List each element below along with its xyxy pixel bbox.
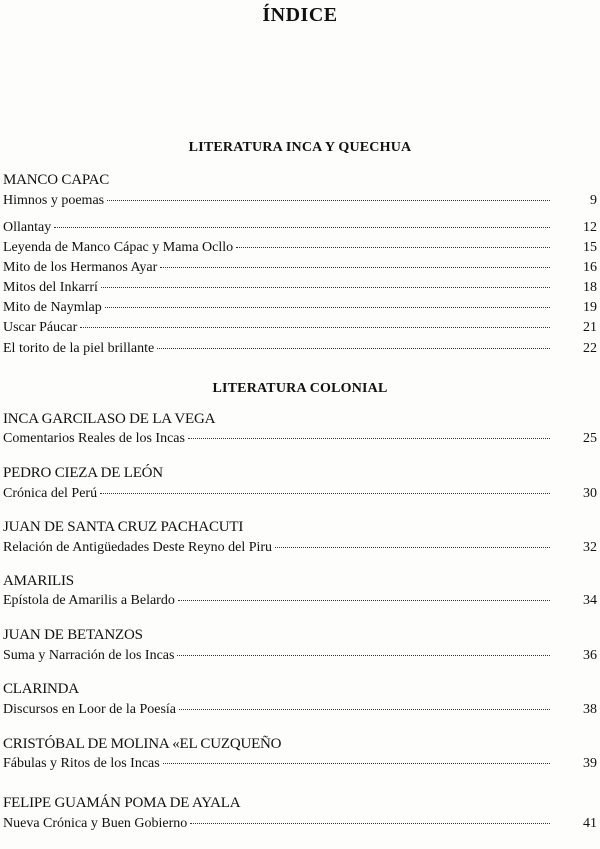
dot-leader bbox=[54, 227, 550, 228]
toc-entry[interactable] bbox=[3, 240, 597, 260]
dot-leader bbox=[188, 438, 550, 439]
entry-title: El torito de la piel brillante bbox=[3, 341, 155, 356]
entry-page: 39 bbox=[583, 756, 597, 771]
entry-title: Relación de Antigüedades Deste Reyno del Piru bbox=[3, 540, 273, 555]
author-heading: CLARINDA bbox=[3, 681, 79, 697]
toc-entry[interactable] bbox=[3, 220, 597, 240]
entry-title: Himnos y poemas bbox=[3, 193, 105, 208]
author-heading: JUAN DE BETANZOS bbox=[3, 627, 143, 643]
dot-leader bbox=[163, 763, 550, 764]
entry-page: 32 bbox=[583, 540, 597, 555]
toc-entry[interactable] bbox=[3, 300, 597, 320]
dot-leader bbox=[236, 247, 550, 248]
author-heading: CRISTÓBAL DE MOLINA «EL CUZQUEÑO bbox=[3, 736, 282, 752]
author-heading: AMARILIS bbox=[3, 573, 74, 589]
toc-entry[interactable] bbox=[3, 193, 597, 213]
toc-entry[interactable] bbox=[3, 320, 597, 340]
dot-leader bbox=[157, 348, 550, 349]
dot-leader bbox=[179, 709, 550, 710]
entry-title: Mitos del Inkarrí bbox=[3, 280, 98, 295]
toc-entry[interactable] bbox=[3, 756, 597, 776]
dot-leader bbox=[190, 823, 550, 824]
dot-leader bbox=[105, 307, 550, 308]
dot-leader bbox=[107, 200, 550, 201]
toc-entry[interactable] bbox=[3, 648, 597, 668]
entry-page: 12 bbox=[583, 220, 597, 235]
dot-leader bbox=[80, 327, 550, 328]
author-heading: MANCO CAPAC bbox=[3, 172, 110, 188]
author-heading: INCA GARCILASO DE LA VEGA bbox=[3, 411, 216, 427]
entry-title: Ollantay bbox=[3, 220, 52, 235]
toc-entry[interactable] bbox=[3, 816, 597, 836]
entry-page: 21 bbox=[583, 320, 597, 335]
entry-title: Discursos en Loor de la Poesía bbox=[3, 702, 177, 717]
dot-leader bbox=[178, 600, 550, 601]
entry-page: 30 bbox=[583, 486, 597, 501]
entry-title: Leyenda de Manco Cápac y Mama Ocllo bbox=[3, 240, 234, 255]
toc-entry[interactable] bbox=[3, 431, 597, 451]
entry-page: 41 bbox=[583, 816, 597, 831]
entry-page: 25 bbox=[583, 431, 597, 446]
entry-title: Uscar Páucar bbox=[3, 320, 78, 335]
author-heading: PEDRO CIEZA DE LEÓN bbox=[3, 465, 163, 481]
toc-entry[interactable] bbox=[3, 260, 597, 280]
entry-title: Suma y Narración de los Incas bbox=[3, 648, 175, 663]
dot-leader bbox=[101, 287, 550, 288]
entry-page: 38 bbox=[583, 702, 597, 717]
entry-page: 18 bbox=[583, 280, 597, 295]
entry-page: 19 bbox=[583, 300, 597, 315]
entry-title: Crónica del Perú bbox=[3, 486, 98, 501]
entry-page: 36 bbox=[583, 648, 597, 663]
toc-entry[interactable] bbox=[3, 593, 597, 613]
author-heading: FELIPE GUAMÁN POMA DE AYALA bbox=[3, 795, 241, 811]
section-heading: LITERATURA COLONIAL bbox=[212, 381, 388, 396]
entry-page: 34 bbox=[583, 593, 597, 608]
entry-page: 9 bbox=[590, 193, 597, 208]
dot-leader bbox=[177, 655, 550, 656]
entry-title: Nueva Crónica y Buen Gobierno bbox=[3, 816, 188, 831]
toc-entry[interactable] bbox=[3, 486, 597, 506]
dot-leader bbox=[160, 267, 550, 268]
entry-title: Comentarios Reales de los Incas bbox=[3, 431, 185, 446]
toc-entry[interactable] bbox=[3, 341, 597, 361]
toc-entry[interactable] bbox=[3, 280, 597, 300]
page-title: ÍNDICE bbox=[262, 4, 338, 26]
author-heading: JUAN DE SANTA CRUZ PACHACUTI bbox=[3, 519, 244, 535]
entry-title: Fábulas y Ritos de los Incas bbox=[3, 756, 160, 771]
entry-page: 22 bbox=[583, 341, 597, 356]
entry-page: 16 bbox=[583, 260, 597, 275]
entry-title: Mito de los Hermanos Ayar bbox=[3, 260, 158, 275]
entry-page: 15 bbox=[583, 240, 597, 255]
toc-entry[interactable] bbox=[3, 702, 597, 722]
dot-leader bbox=[275, 547, 550, 548]
entry-title: Mito de Naymlap bbox=[3, 300, 102, 315]
entry-title: Epístola de Amarilis a Belardo bbox=[3, 593, 175, 608]
dot-leader bbox=[100, 493, 550, 494]
toc-entry[interactable] bbox=[3, 540, 597, 560]
section-heading: LITERATURA INCA Y QUECHUA bbox=[188, 140, 412, 155]
